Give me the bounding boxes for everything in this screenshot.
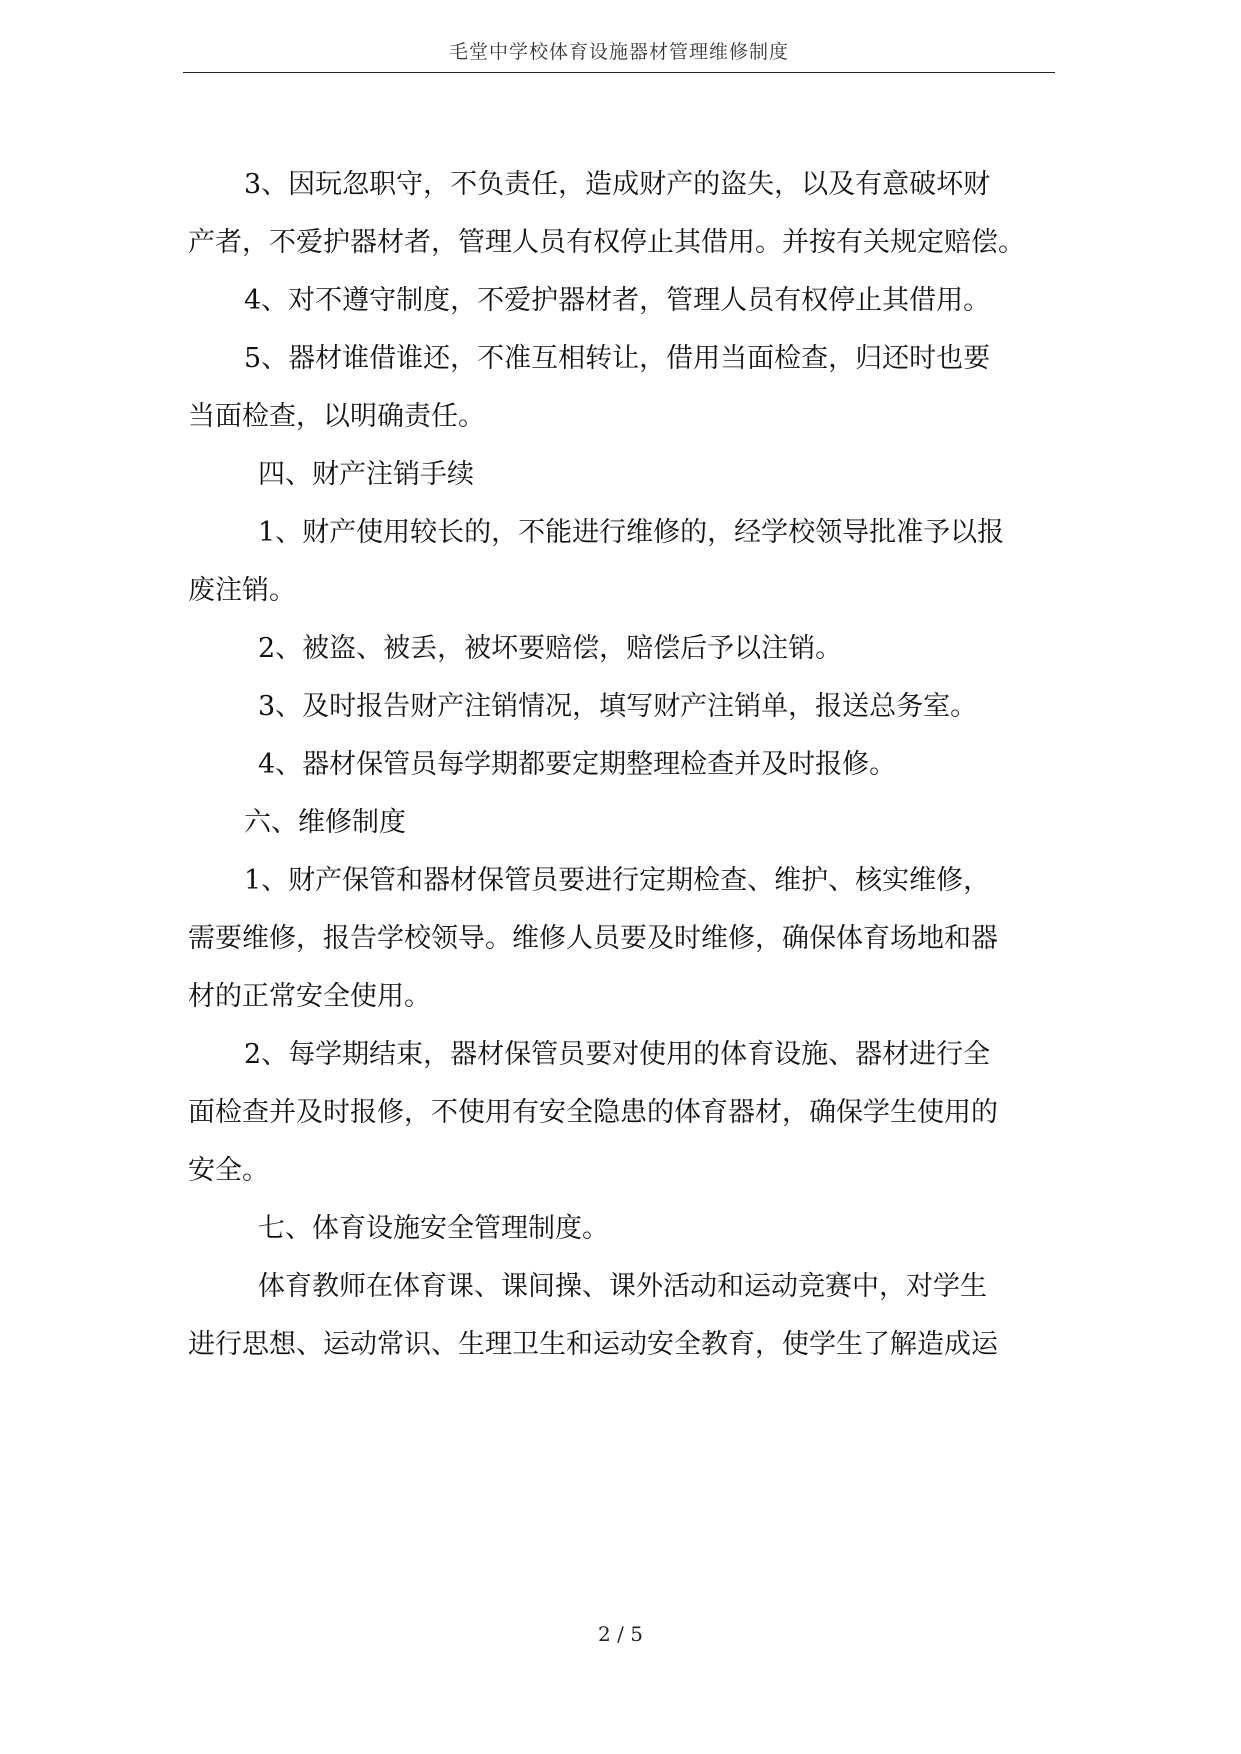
paragraph-line: 3、因玩忽职守，不负责任，造成财产的盗失，以及有意破坏财 <box>244 169 991 200</box>
paragraph-line: 1、财产保管和器材保管员要进行定期检查、维护、核实维修， <box>244 865 991 896</box>
paragraph-line: 4、器材保管员每学期都要定期整理检查并及时报修。 <box>258 749 897 780</box>
paragraph-line: 进行思想、运动常识、生理卫生和运动安全教育，使学生了解造成运 <box>188 1329 998 1360</box>
page-header <box>183 38 1055 73</box>
paragraph-line: 体育教师在体育课、课间操、课外活动和运动竞赛中，对学生 <box>258 1271 987 1302</box>
paragraph-line: 5、器材谁借谁还，不准互相转让，借用当面检查，归还时也要 <box>244 343 991 374</box>
section-heading: 七、体育设施安全管理制度。 <box>258 1213 609 1244</box>
paragraph-line: 2、被盗、被丢，被坏要赔偿，赔偿后予以注销。 <box>258 633 843 664</box>
paragraph-line: 2、每学期结束，器材保管员要对使用的体育设施、器材进行全 <box>244 1039 991 1070</box>
paragraph-line: 材的正常安全使用。 <box>188 981 431 1012</box>
paragraph-line: 需要维修，报告学校领导。维修人员要及时维修，确保体育场地和器 <box>188 923 998 954</box>
paragraph-line: 4、对不遵守制度，不爱护器材者，管理人员有权停止其借用。 <box>244 285 991 316</box>
page-number: 2 / 5 <box>598 1622 643 1646</box>
paragraph-line: 当面检查，以明确责任。 <box>188 401 485 432</box>
paragraph-line: 面检查并及时报修，不使用有安全隐患的体育器材，确保学生使用的 <box>188 1097 998 1128</box>
paragraph-line: 产者，不爱护器材者，管理人员有权停止其借用。并按有关规定赔偿。 <box>188 227 1025 258</box>
paragraph-line: 1、财产使用较长的，不能进行维修的，经学校领导批准予以报 <box>258 517 1005 548</box>
paragraph-line: 废注销。 <box>188 575 296 606</box>
paragraph-line: 安全。 <box>188 1155 269 1186</box>
paragraph-line: 3、及时报告财产注销情况，填写财产注销单，报送总务室。 <box>258 691 978 722</box>
document-title: 毛堂中学校体育设施器材管理维修制度 <box>448 41 789 63</box>
section-heading: 六、维修制度 <box>244 807 406 838</box>
section-heading: 四、财产注销手续 <box>258 459 474 490</box>
